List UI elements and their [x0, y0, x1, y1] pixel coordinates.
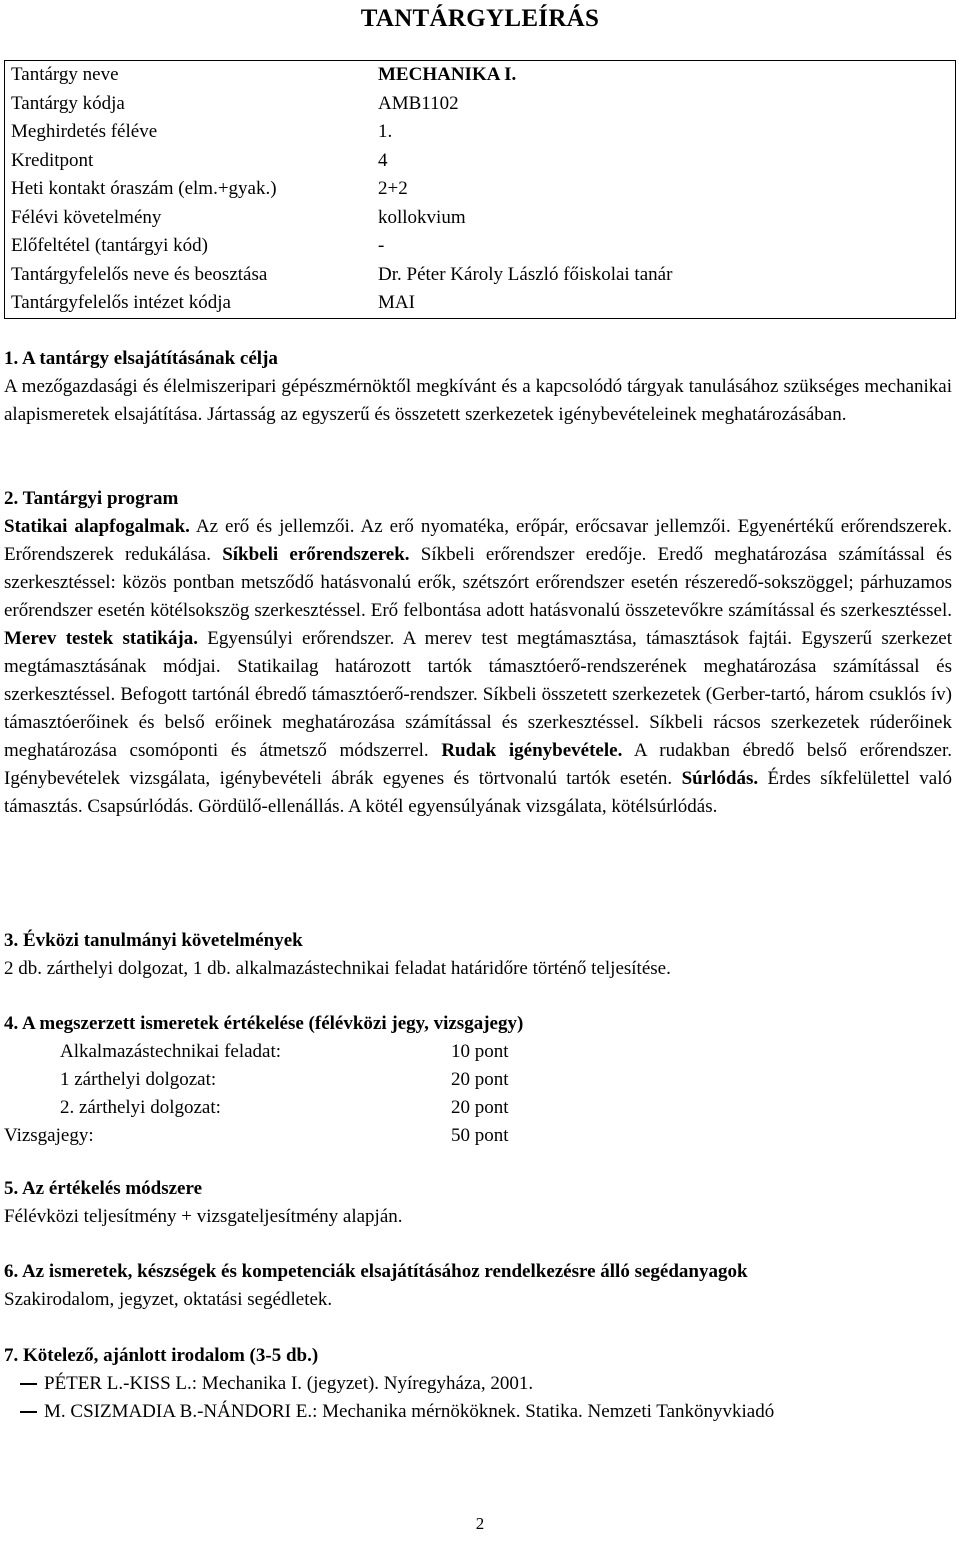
section-heading: 2. Tantárgyi program — [4, 488, 179, 509]
section-program — [4, 485, 952, 821]
row-label: Előfeltétel (tantárgyi kód) — [11, 235, 208, 256]
grading-value: 10 pont — [451, 1041, 509, 1062]
row-value: - — [378, 235, 385, 256]
program-text-part: Síkbeli erőrendszer eredője. Eredő meghatározása számítással és szerkesztéssel: közös pontban metsződő hatásvonalú erők, szétszórt erőrendszer esetén részeredő-sokszöggel; párhuzamos erőrendszer esetén kötélsokszög szerkesztéssel. Erő felbontása adott hatásvonalú összetevőkre számítással és szerkesztéssel. — [4, 544, 952, 621]
row-label: Félévi követelmény — [11, 206, 162, 228]
section-text: A mezőgazdasági és élelmiszeripari gépészmérnöktől megkívánt és a kapcsolódó tárgyak tanulásához szükséges mechanikai alapismeretek elsajátítása. Jártasság az egyszerű és összetett szerkezetek igénybevételeinek meghatározásában. — [4, 376, 952, 425]
program-text-part: A rudakban ébredő belső erőrendszer. Igénybevételek vizsgálata, igénybevételi ábrák egyenes és törtvonalú tartók esetén. — [4, 740, 953, 789]
row-label: Tantárgyfelelős intézet kódja — [11, 292, 231, 313]
section-heading: 6. Az ismeretek, készségek és kompetenciák elsajátításához rendelkezésre álló segédanyagok — [4, 1261, 748, 1282]
section-method — [4, 1175, 952, 1231]
table-row — [5, 204, 956, 233]
program-topic: Statikai alapfogalmak. — [4, 516, 190, 537]
row-label: Heti kontakt óraszám (elm.+gyak.) — [11, 178, 277, 199]
row-value: AMB1102 — [378, 92, 459, 114]
document-title: TANTÁRGYLEÍRÁS — [360, 5, 600, 32]
section-materials — [4, 1258, 952, 1314]
row-value: MAI — [378, 292, 415, 313]
section-heading: 5. Az értékelés módszere — [4, 1178, 203, 1199]
row-value: Dr. Péter Károly László főiskolai tanár — [378, 263, 673, 285]
program-text-part: Egyensúlyi erőrendszer. A merev test megtámasztása, támasztások fajtái. Egyszerű szerkezet megtámasztásának módjai. Statikailag határozott tartók támasztóerő-rendszerének meghatározása számítással és szerkesztéssel. Befogott tartónál ébredő támasztóerő-rendszer. Síkbeli összetett szerkezetek (Gerber-tartó, három csuklós ív) támasztóerőinek és belső erőinek meghatározása számítással és szerkesztéssel. Síkbeli rácsos szerkezetek rúderőinek meghatározása csomóponti és átmetsző módszerrel. — [4, 628, 953, 761]
row-label: Tantárgy neve — [11, 64, 119, 85]
grading-row — [4, 1122, 604, 1150]
grading-label: 1 zárthelyi dolgozat: — [60, 1069, 217, 1090]
row-label: Kreditpont — [11, 149, 94, 171]
program-topic: Síkbeli erőrendszerek. — [222, 544, 410, 565]
program-text-part: Az erő és jellemzői. Az erő nyomatéka, erőpár, erőcsavar jellemzői. Egyenértékű erőrendszerek. Erőrendszerek redukálása. — [4, 516, 952, 565]
section-heading: 3. Évközi tanulmányi követelmények — [4, 930, 303, 951]
grading-label: Alkalmazástechnikai feladat: — [60, 1041, 282, 1062]
row-value: kollokvium — [378, 206, 466, 228]
reference-text: PÉTER L.-KISS L.: Mechanika I. (jegyzet). Nyíregyháza, 2001. — [44, 1373, 534, 1394]
table-row — [5, 232, 956, 261]
row-value: 4 — [378, 149, 388, 171]
grading-label: 2. zárthelyi dolgozat: — [60, 1097, 221, 1118]
section-text: Szakirodalom, jegyzet, oktatási segédletek. — [4, 1289, 333, 1310]
section-heading: 7. Kötelező, ajánlott irodalom (3-5 db.) — [4, 1345, 319, 1366]
section-evaluation — [4, 1010, 952, 1038]
row-value: MECHANIKA I. — [378, 64, 517, 85]
program-topic: Merev testek statikája. — [4, 628, 198, 649]
grading-value: 20 pont — [451, 1097, 509, 1118]
row-value: 2+2 — [378, 178, 408, 199]
grading-value: 50 pont — [451, 1125, 509, 1146]
table-row — [5, 90, 956, 119]
dash-bullet-icon — [20, 1411, 37, 1413]
row-label: Meghirdetés féléve — [11, 121, 158, 142]
program-topic: Súrlódás. — [681, 768, 759, 789]
table-row — [5, 289, 956, 318]
table-row — [5, 147, 956, 176]
table-row — [5, 261, 956, 290]
reference-text: M. CSIZMADIA B.-NÁNDORI E.: Mechanika mérnököknek. Statika. Nemzeti Tankönyvkiadó — [44, 1401, 775, 1422]
table-row — [5, 118, 956, 147]
section-text: 2 db. zárthelyi dolgozat, 1 db. alkalmazástechnikai feladat határidőre történő teljesítése. — [4, 958, 671, 979]
section-text: Félévközi teljesítmény + vizsgateljesítmény alapján. — [4, 1206, 403, 1227]
program-text — [4, 513, 952, 821]
grading-value: 20 pont — [451, 1069, 509, 1090]
section-heading: 4. A megszerzett ismeretek értékelése (félévközi jegy, vizsgajegy) — [4, 1013, 524, 1034]
list-item — [4, 1370, 952, 1398]
table-row — [5, 61, 956, 90]
section-literature — [4, 1342, 952, 1426]
section-heading: 1. A tantárgy elsajátításának célja — [4, 348, 278, 369]
program-text-part: Érdes síkfelülettel való támasztás. Csapsúrlódás. Gördülő-ellenállás. A kötél egyensúlyának vizsgálata, kötélsúrlódás. — [4, 768, 952, 817]
row-label: Tantárgy kódja — [11, 92, 125, 114]
section-requirements — [4, 927, 952, 983]
row-value: 1. — [378, 121, 393, 142]
program-topic: Rudak igénybevétele. — [441, 740, 623, 761]
grading-row — [4, 1038, 604, 1066]
grading-row — [4, 1094, 604, 1122]
table-row — [5, 175, 956, 204]
dash-bullet-icon — [20, 1383, 37, 1385]
page-number: 2 — [475, 1514, 485, 1533]
row-label: Tantárgyfelelős neve és beosztása — [11, 263, 268, 285]
grading-row — [4, 1066, 604, 1094]
section-aim — [4, 345, 952, 429]
grading-table — [4, 1038, 604, 1150]
course-info-table — [4, 60, 956, 319]
grading-label: Vizsgajegy: — [4, 1125, 94, 1146]
list-item — [4, 1398, 952, 1426]
